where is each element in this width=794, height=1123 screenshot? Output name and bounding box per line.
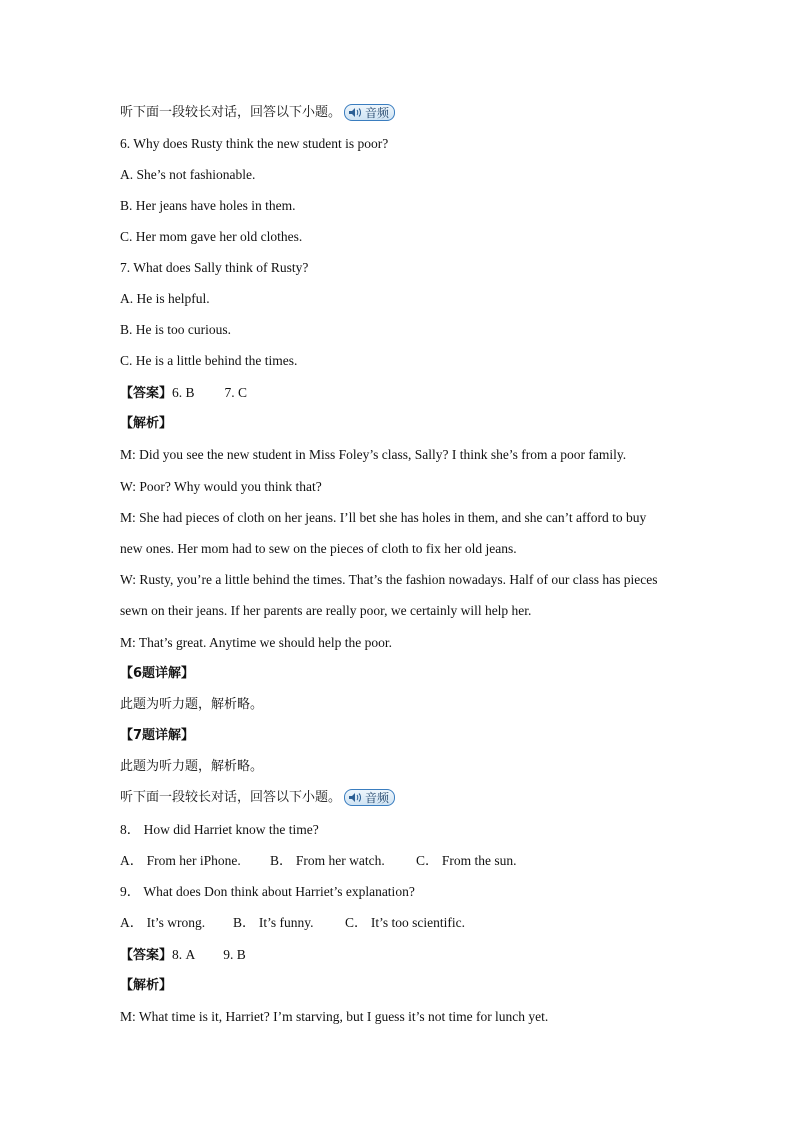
transcript-line: M: What time is it, Harriet? I’m starving, but I guess it’s not time for lunch yet.	[120, 1009, 549, 1024]
answer-7: 7. C	[224, 385, 248, 400]
section2-intro-line	[120, 789, 395, 807]
question-8: 8． How did Harriet know the time?	[120, 822, 319, 837]
answer-line-2	[120, 946, 246, 965]
transcript-line: M: That’s great. Anytime we should help the poor.	[120, 635, 392, 650]
answer-6: 6. B	[172, 385, 195, 400]
q6-option-a: A. She’s not fashionable.	[120, 167, 256, 182]
question-6: 6. Why does Rusty think the new student is poor?	[120, 136, 389, 151]
transcript-line: sewn on their jeans. If her parents are really poor, we certainly will help her.	[120, 603, 532, 618]
q8-option-b: B． From her watch.	[270, 853, 385, 868]
speaker-icon	[348, 792, 362, 803]
detail-7-label: 【7题详解】	[120, 728, 195, 743]
answer-label: 【答案】	[120, 948, 173, 963]
section2-intro: 听下面一段较长对话，回答以下小题。	[120, 790, 342, 805]
transcript-line: M: Did you see the new student in Miss Foley’s class, Sally? I think she’s from a poor family.	[120, 447, 627, 462]
q8-option-c: C． From the sun.	[416, 853, 517, 868]
q8-options	[120, 852, 517, 870]
speaker-icon	[348, 107, 362, 118]
question-9: 9． What does Don think about Harriet’s explanation?	[120, 884, 415, 899]
q9-option-c: C． It’s too scientific.	[345, 915, 465, 930]
q7-option-c: C. He is a little behind the times.	[120, 353, 298, 368]
answer-9: 9. B	[223, 947, 246, 962]
q9-option-a: A． It’s wrong.	[120, 915, 206, 930]
q7-option-a: A. He is helpful.	[120, 291, 210, 306]
detail-7-text: 此题为听力题，解析略。	[120, 759, 264, 774]
q9-option-b: B． It’s funny.	[233, 915, 314, 930]
section1-intro-line	[120, 104, 395, 122]
transcript-line: W: Rusty, you’re a little behind the times. That’s the fashion nowadays. Half of our class has pieces	[120, 572, 658, 587]
detail-6-label: 【6题详解】	[120, 666, 195, 681]
transcript-line: new ones. Her mom had to sew on the pieces of cloth to fix her old jeans.	[120, 541, 517, 556]
q7-option-b: B. He is too curious.	[120, 322, 231, 337]
q9-options	[120, 914, 465, 932]
audio-button-1[interactable]	[344, 104, 395, 121]
q6-option-c: C. Her mom gave her old clothes.	[120, 229, 303, 244]
answer-line-1	[120, 384, 247, 403]
answer-8: 8. A	[172, 947, 196, 962]
audio-label-2: 音频	[365, 790, 390, 805]
transcript-line: M: She had pieces of cloth on her jeans. I’ll bet she has holes in them, and she can’t afford to buy	[120, 510, 647, 525]
answer-label: 【答案】	[120, 386, 173, 401]
analysis-label-2: 【解析】	[120, 978, 173, 993]
detail-6-text: 此题为听力题，解析略。	[120, 697, 264, 712]
q8-option-a: A． From her iPhone.	[120, 853, 241, 868]
transcript-line: W: Poor? Why would you think that?	[120, 479, 322, 494]
question-7: 7. What does Sally think of Rusty?	[120, 260, 309, 275]
section1-intro: 听下面一段较长对话，回答以下小题。	[120, 105, 342, 120]
analysis-label-1: 【解析】	[120, 416, 173, 431]
audio-label-1: 音频	[365, 105, 390, 120]
q6-option-b: B. Her jeans have holes in them.	[120, 198, 296, 213]
audio-button-2[interactable]	[344, 789, 395, 806]
